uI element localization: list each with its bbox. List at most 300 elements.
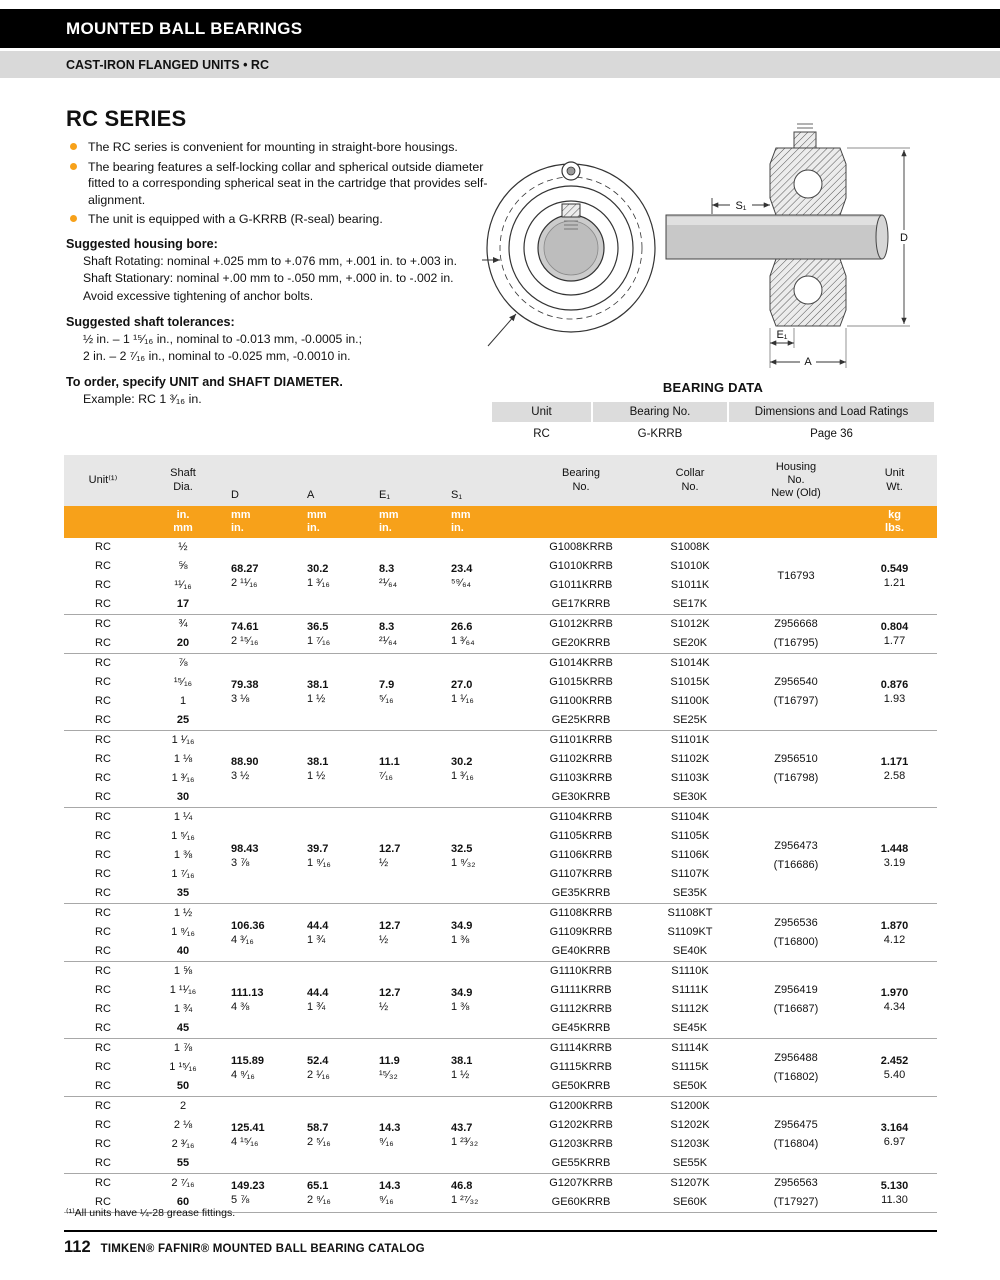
value-mm: 12.7 — [379, 987, 401, 999]
specification-table — [64, 455, 937, 1213]
unit-wt-cell — [852, 615, 937, 654]
value-mm: 79.38 — [231, 679, 259, 691]
shaft-dia-cell: 1 ⅛ — [142, 750, 224, 769]
shaft-dia-cell: 30 — [142, 788, 224, 808]
unit-cell: RC — [64, 1039, 142, 1059]
collar-no-cell: SE45K — [640, 1019, 740, 1039]
units-a-cell — [300, 506, 372, 538]
collar-no-cell: SE50K — [640, 1077, 740, 1097]
value-in: 1 ³⁄₆₄ — [451, 635, 475, 647]
dim-a-cell — [300, 731, 372, 808]
housing-new-value: Z956510 — [774, 753, 818, 765]
value-mm: 7.9 — [379, 679, 395, 691]
table-row — [64, 538, 937, 557]
bullet-icon — [70, 215, 77, 222]
unit-label: in. — [379, 522, 392, 534]
housing-old-value: (T16795) — [773, 637, 819, 649]
unit-cell: RC — [64, 904, 142, 924]
collar-no-cell: S1207K — [640, 1174, 740, 1194]
housing-no-cell — [740, 654, 852, 731]
unit-label: mm — [173, 522, 193, 534]
value-mm: 8.3 — [379, 621, 395, 633]
housing-bore-line: Shaft Rotating: nominal +.025 mm to +.076 mm, +.001 in. to +.003 in. — [83, 253, 457, 268]
unit-cell: RC — [64, 808, 142, 828]
order-heading: To order, specify UNIT and SHAFT DIAMETER. — [66, 374, 343, 389]
unit-label: mm — [379, 509, 399, 521]
unit-wt-cell — [852, 654, 937, 731]
weight-kg-value: 0.549 — [880, 563, 909, 575]
collar-no-cell: S1112K — [640, 1000, 740, 1019]
table-row — [64, 615, 937, 635]
bullet-item — [66, 211, 492, 228]
dim-s1-cell — [444, 1174, 522, 1213]
housing-no-cell — [740, 1174, 852, 1213]
dim-a-cell — [300, 1174, 372, 1213]
value-mm: 34.9 — [451, 987, 473, 999]
weight-lbs-value: 6.97 — [883, 1136, 906, 1148]
weight-lbs-value: 2.58 — [883, 770, 906, 782]
bearing-no-cell: G1200KRRB — [522, 1097, 640, 1117]
weight-lbs-value: 5.40 — [883, 1068, 906, 1081]
bearing-no-cell: G1014KRRB — [522, 654, 640, 674]
col-header-housing-new-old-label: New (Old) — [771, 487, 821, 500]
unit-cell: RC — [64, 827, 142, 846]
shaft-dia-cell: ⅞ — [142, 654, 224, 674]
collar-no-cell: S1012K — [640, 615, 740, 635]
shaft-dia-cell: ⅝ — [142, 557, 224, 576]
unit-cell: RC — [64, 1116, 142, 1135]
housing-no-cell — [740, 615, 852, 654]
bd-dimensions-value: Page 36 — [728, 422, 935, 446]
col-header-shaft-dia — [142, 455, 224, 506]
housing-old-value: (T16800) — [773, 935, 819, 948]
value-mm: 68.27 — [231, 563, 259, 575]
housing-no-cell — [740, 904, 852, 962]
collar-no-cell: S1114K — [640, 1039, 740, 1059]
housing-old-value: (T16797) — [773, 695, 819, 707]
bearing-data-row — [491, 422, 935, 446]
housing-bore-line: Avoid excessive tightening of anchor bolts. — [83, 288, 314, 303]
collar-no-cell: S1014K — [640, 654, 740, 674]
set-screw — [562, 204, 580, 217]
value-in: ⁹⁄₁₆ — [379, 1136, 394, 1148]
shaft-dia-cell: 1 ¾ — [142, 1000, 224, 1019]
dim-e1-cell — [372, 538, 444, 615]
bearing-no-cell: G1203KRRB — [522, 1135, 640, 1154]
unit-cell: RC — [64, 1058, 142, 1077]
value-mm: 8.3 — [379, 563, 395, 575]
unit-cell: RC — [64, 981, 142, 1000]
value-in: ¹⁵⁄₃₂ — [379, 1068, 398, 1081]
value-in: 1 ⁹⁄₁₆ — [307, 856, 331, 869]
housing-new-value: Z956419 — [774, 984, 818, 996]
unit-cell: RC — [64, 865, 142, 884]
weight-kg-value: 2.452 — [880, 1054, 909, 1067]
bearing-no-cell: GE60KRRB — [522, 1193, 640, 1213]
value-mm: 30.2 — [451, 756, 473, 768]
dim-s1-cell — [444, 808, 522, 904]
col-header-collar-no — [640, 455, 740, 506]
bearing-no-cell: GE50KRRB — [522, 1077, 640, 1097]
housing-new-value: Z956536 — [774, 916, 818, 929]
value-mm: 44.4 — [307, 919, 329, 932]
bullet-item — [66, 139, 492, 156]
dim-d-cell — [224, 1039, 300, 1097]
shaft-dia-cell: 20 — [142, 634, 224, 654]
bearing-no-cell: G1101KRRB — [522, 731, 640, 751]
unit-cell: RC — [64, 692, 142, 711]
collar-no-cell: SE25K — [640, 711, 740, 731]
dim-d-cell — [224, 1097, 300, 1174]
series-heading: RC SERIES — [66, 106, 187, 131]
table-row — [64, 1097, 937, 1117]
dim-a-cell — [300, 1039, 372, 1097]
shaft-dia-cell: 1 ¹⁄₁₆ — [142, 731, 224, 751]
unit-cell: RC — [64, 711, 142, 731]
bd-unit-value: RC — [491, 422, 592, 446]
dim-a-cell — [300, 808, 372, 904]
page-title-bar — [0, 9, 1000, 48]
value-in: 4 ⁹⁄₁₆ — [231, 1068, 255, 1081]
dim-e1-cell — [372, 962, 444, 1039]
shaft-dia-cell: 50 — [142, 1077, 224, 1097]
intro-section — [66, 106, 492, 406]
table-row — [64, 654, 937, 674]
shaft-dia-cell: 35 — [142, 884, 224, 904]
value-mm: 14.3 — [379, 1122, 401, 1134]
shaft-tolerance-line: ½ in. – 1 ¹⁵⁄₁₆ in., nominal to -0.013 mm, -0.0005 in.; — [83, 331, 362, 346]
dim-s1-cell — [444, 1097, 522, 1174]
collar-no-cell: S1011K — [640, 576, 740, 595]
value-mm: 44.4 — [307, 987, 329, 999]
unit-label: in. — [451, 522, 464, 534]
housing-new-value: Z956540 — [774, 676, 818, 688]
shaft-dia-cell: 1 ⁹⁄₁₆ — [142, 923, 224, 942]
bearing-no-cell: G1100KRRB — [522, 692, 640, 711]
collar-no-cell: S1008K — [640, 538, 740, 557]
set-screw-section — [794, 132, 816, 148]
value-mm: 11.1 — [379, 756, 400, 768]
col-header-shaft-dia-label: Shaft Dia. — [170, 467, 196, 493]
bearing-no-cell: GE40KRRB — [522, 942, 640, 962]
unit-cell: RC — [64, 654, 142, 674]
value-in: 1 ⅜ — [451, 933, 470, 946]
units-d-cell — [224, 506, 300, 538]
bearing-no-cell: G1111KRRB — [522, 981, 640, 1000]
value-mm: 52.4 — [307, 1054, 329, 1067]
dim-label-a: A — [804, 356, 812, 368]
value-mm: 34.9 — [451, 919, 473, 932]
bearing-no-cell: G1008KRRB — [522, 538, 640, 557]
unit-wt-cell — [852, 1174, 937, 1213]
table-row — [64, 904, 937, 924]
shaft-dia-cell: 1 ³⁄₁₆ — [142, 769, 224, 788]
value-mm: 36.5 — [307, 621, 329, 633]
page-number: 112 — [64, 1238, 91, 1256]
bullet-text: The RC series is convenient for mounting in straight-bore housings. — [88, 140, 458, 154]
collar-no-cell: S1108KT — [640, 904, 740, 924]
bullet-text: The bearing features a self-locking collar and spherical outside diameter fitted to a corresponding spherical seat in the cartridge that provides self-alignment. — [88, 159, 488, 207]
collar-no-cell: S1101K — [640, 731, 740, 751]
value-in: 1 ¹⁄₁₆ — [451, 693, 474, 705]
dim-s1-cell — [444, 654, 522, 731]
weight-kg-value: 1.448 — [880, 842, 909, 855]
bearing-no-cell: GE30KRRB — [522, 788, 640, 808]
dim-a-cell — [300, 615, 372, 654]
units-collar-cell — [640, 506, 740, 538]
value-in: 2 ⁵⁄₁₆ — [307, 1136, 331, 1148]
unit-cell: RC — [64, 769, 142, 788]
value-in: 2 ¹⁵⁄₁₆ — [231, 635, 259, 647]
weight-kg-value: 1.870 — [880, 919, 909, 932]
unit-cell: RC — [64, 962, 142, 982]
shaft-dia-cell: 1 ¹¹⁄₁₆ — [142, 981, 224, 1000]
bearing-no-cell: G1011KRRB — [522, 576, 640, 595]
bullet-text: The unit is equipped with a G-KRRB (R-seal) bearing. — [88, 212, 383, 226]
value-mm: 98.43 — [231, 842, 259, 855]
units-row — [64, 506, 937, 538]
units-unit-cell — [64, 506, 142, 538]
bearing-data-table — [490, 402, 936, 446]
housing-old-value: (T16802) — [773, 1070, 819, 1083]
table-row — [64, 731, 937, 751]
unit-wt-cell — [852, 904, 937, 962]
unit-cell: RC — [64, 595, 142, 615]
dim-e1-cell — [372, 615, 444, 654]
units-bearing-cell — [522, 506, 640, 538]
collar-no-cell: S1106K — [640, 846, 740, 865]
weight-kg-value: 0.804 — [880, 621, 909, 633]
housing-bore-line: Shaft Stationary: nominal +.00 mm to -.050 mm, +.000 in. to -.002 in. — [83, 271, 454, 286]
bearing-no-cell: G1106KRRB — [522, 846, 640, 865]
main-table-body — [64, 538, 937, 1213]
unit-cell: RC — [64, 1077, 142, 1097]
col-header-bearing-no-label: Bearing No. — [562, 467, 600, 493]
unit-cell: RC — [64, 673, 142, 692]
unit-wt-cell — [852, 962, 937, 1039]
unit-label: mm — [307, 509, 327, 521]
value-in: 1 ½ — [307, 693, 326, 705]
unit-wt-cell — [852, 1039, 937, 1097]
housing-new-value: T16793 — [777, 569, 815, 582]
table-row — [64, 1039, 937, 1059]
ball-upper — [794, 170, 822, 198]
unit-cell: RC — [64, 634, 142, 654]
shaft-dia-cell: ½ — [142, 538, 224, 557]
value-mm: 38.1 — [307, 679, 329, 691]
housing-no-cell — [740, 1039, 852, 1097]
dim-e1-cell — [372, 731, 444, 808]
housing-new-value: Z956668 — [774, 618, 818, 630]
bullet-icon — [70, 163, 77, 170]
unit-label: kg — [888, 509, 901, 521]
weight-kg-value: 1.171 — [880, 756, 909, 768]
dim-a-cell — [300, 962, 372, 1039]
shaft-dia-cell: 1 ⅝ — [142, 962, 224, 982]
value-in: 3 ½ — [231, 770, 250, 782]
unit-label: in. — [176, 509, 190, 521]
shaft-dia-cell: 2 ³⁄₁₆ — [142, 1135, 224, 1154]
bearing-no-cell: G1114KRRB — [522, 1039, 640, 1059]
dim-label-e1: E₁ — [776, 329, 788, 341]
unit-cell: RC — [64, 750, 142, 769]
units-s1-cell — [444, 506, 522, 538]
value-mm: 38.1 — [307, 756, 329, 768]
value-mm: 46.8 — [451, 1180, 473, 1192]
unit-cell: RC — [64, 576, 142, 595]
shaft-dia-cell: 1 ⁷⁄₁₆ — [142, 865, 224, 884]
shaft-dia-cell: 17 — [142, 595, 224, 615]
value-mm: 39.7 — [307, 842, 329, 855]
dim-label-d: D — [900, 232, 908, 244]
bd-header-bearing-no: Bearing No. — [592, 402, 728, 422]
col-header-unit-wt — [852, 455, 937, 506]
unit-label: lbs. — [885, 522, 904, 534]
dim-e1-cell — [372, 654, 444, 731]
value-mm: 125.41 — [231, 1122, 265, 1134]
value-in: 3 ⅛ — [231, 693, 250, 705]
value-mm: 30.2 — [307, 563, 329, 575]
bearing-no-cell: GE17KRRB — [522, 595, 640, 615]
dim-d-cell — [224, 538, 300, 615]
shaft-dia-cell: 1 ⁵⁄₁₆ — [142, 827, 224, 846]
dim-d-cell — [224, 654, 300, 731]
bearing-data-section — [490, 380, 936, 446]
section-view-diagram — [664, 106, 916, 372]
bearing-no-cell: G1010KRRB — [522, 557, 640, 576]
collar-no-cell: SE20K — [640, 634, 740, 654]
value-in: 4 ³⁄₁₆ — [231, 933, 254, 946]
shaft-dia-cell: 1 ¼ — [142, 808, 224, 828]
dim-d-cell — [224, 1174, 300, 1213]
unit-cell: RC — [64, 1174, 142, 1194]
unit-wt-cell — [852, 808, 937, 904]
collar-no-cell: S1104K — [640, 808, 740, 828]
shaft-tolerances-heading: Suggested shaft tolerances: — [66, 314, 235, 329]
collar-no-cell: S1110K — [640, 962, 740, 982]
value-in: 1 ⁷⁄₁₆ — [307, 635, 331, 647]
shaft-dia-cell: 55 — [142, 1154, 224, 1174]
dim-e1-cell — [372, 904, 444, 962]
col-header-a: A — [300, 455, 372, 506]
value-in: ⁹⁄₁₆ — [379, 1194, 394, 1206]
table-row — [64, 1174, 937, 1194]
value-mm: 12.7 — [379, 919, 401, 932]
unit-cell: RC — [64, 538, 142, 557]
unit-cell: RC — [64, 615, 142, 635]
value-in: 1 ½ — [451, 1068, 470, 1081]
value-in: ²¹⁄₆₄ — [379, 635, 398, 647]
page-title: MOUNTED BALL BEARINGS — [66, 18, 303, 38]
dim-a-cell — [300, 538, 372, 615]
weight-lbs-value: 11.30 — [881, 1194, 908, 1206]
housing-old-value: (T17927) — [773, 1196, 819, 1208]
col-header-bearing-no — [522, 455, 640, 506]
bearing-no-cell: G1107KRRB — [522, 865, 640, 884]
unit-label: in. — [231, 522, 244, 534]
value-in: 1 ¾ — [307, 933, 326, 946]
shaft-dia-cell: 2 — [142, 1097, 224, 1117]
housing-no-cell — [740, 808, 852, 904]
bullet-item — [66, 159, 492, 209]
bearing-no-cell: G1110KRRB — [522, 962, 640, 982]
shaft-dia-cell: 1 ¹⁵⁄₁₆ — [142, 1058, 224, 1077]
shaft-dia-cell: 1 ⅜ — [142, 846, 224, 865]
value-mm: 43.7 — [451, 1122, 473, 1134]
bearing-no-cell: G1207KRRB — [522, 1174, 640, 1194]
dim-a-cell — [300, 1097, 372, 1174]
weight-kg-value: 5.130 — [880, 1180, 909, 1192]
table-row — [64, 808, 937, 828]
dim-d-cell — [224, 904, 300, 962]
value-in: 2 ¹⁄₁₆ — [307, 1068, 330, 1081]
bearing-no-cell: G1109KRRB — [522, 923, 640, 942]
value-mm: 111.13 — [231, 987, 264, 999]
unit-wt-cell — [852, 1097, 937, 1174]
shaft-dia-cell: 25 — [142, 711, 224, 731]
collar-no-cell: SE17K — [640, 595, 740, 615]
weight-lbs-value: 1.93 — [883, 693, 906, 705]
unit-cell: RC — [64, 923, 142, 942]
unit-cell: RC — [64, 1193, 142, 1213]
col-header-housing-no-label: Housing No. — [775, 460, 817, 486]
unit-cell: RC — [64, 846, 142, 865]
dim-a-cell — [300, 904, 372, 962]
value-mm: 26.6 — [451, 621, 473, 633]
ball-lower — [794, 276, 822, 304]
value-in: ²¹⁄₆₄ — [379, 577, 398, 589]
units-shaft-cell — [142, 506, 224, 538]
housing-no-cell — [740, 731, 852, 808]
table-row — [64, 962, 937, 982]
value-in: 1 ⅜ — [451, 1001, 470, 1013]
bearing-no-cell: G1108KRRB — [522, 904, 640, 924]
unit-label: mm — [451, 509, 471, 521]
collar-no-cell: S1109KT — [640, 923, 740, 942]
value-mm: 32.5 — [451, 842, 473, 855]
collar-no-cell: SE55K — [640, 1154, 740, 1174]
col-header-unit: Unit⁽¹⁾ — [64, 455, 142, 506]
shaft-dia-cell: 1 — [142, 692, 224, 711]
dim-e1-cell — [372, 1174, 444, 1213]
dim-s1-cell — [444, 538, 522, 615]
bearing-no-cell: GE45KRRB — [522, 1019, 640, 1039]
weight-lbs-value: 1.21 — [883, 577, 906, 589]
col-header-e1: E₁ — [372, 455, 444, 506]
value-in: 4 ¹⁵⁄₁₆ — [231, 1136, 259, 1148]
page-footer — [64, 1230, 937, 1257]
unit-cell: RC — [64, 557, 142, 576]
dim-s1-cell — [444, 615, 522, 654]
value-in: ½ — [379, 856, 389, 869]
housing-old-value: (T16687) — [773, 1003, 819, 1015]
housing-new-value: Z956563 — [774, 1177, 818, 1189]
bearing-no-cell: G1104KRRB — [522, 808, 640, 828]
bd-header-dimensions: Dimensions and Load Ratings — [728, 402, 935, 422]
value-in: 1 ²⁷⁄₃₂ — [451, 1194, 479, 1206]
shaft-dia-cell: ¹⁵⁄₁₆ — [142, 673, 224, 692]
housing-bore-heading: Suggested housing bore: — [66, 236, 218, 251]
value-in: 4 ⅜ — [231, 1001, 250, 1013]
value-in: 1 ½ — [307, 770, 326, 782]
bullet-icon — [70, 143, 77, 150]
collar-no-cell: S1203K — [640, 1135, 740, 1154]
collar-no-cell: S1115K — [640, 1058, 740, 1077]
value-mm: 74.61 — [231, 621, 259, 633]
unit-cell: RC — [64, 942, 142, 962]
bearing-no-cell: G1103KRRB — [522, 769, 640, 788]
value-in: 2 ⁹⁄₁₆ — [307, 1194, 331, 1206]
